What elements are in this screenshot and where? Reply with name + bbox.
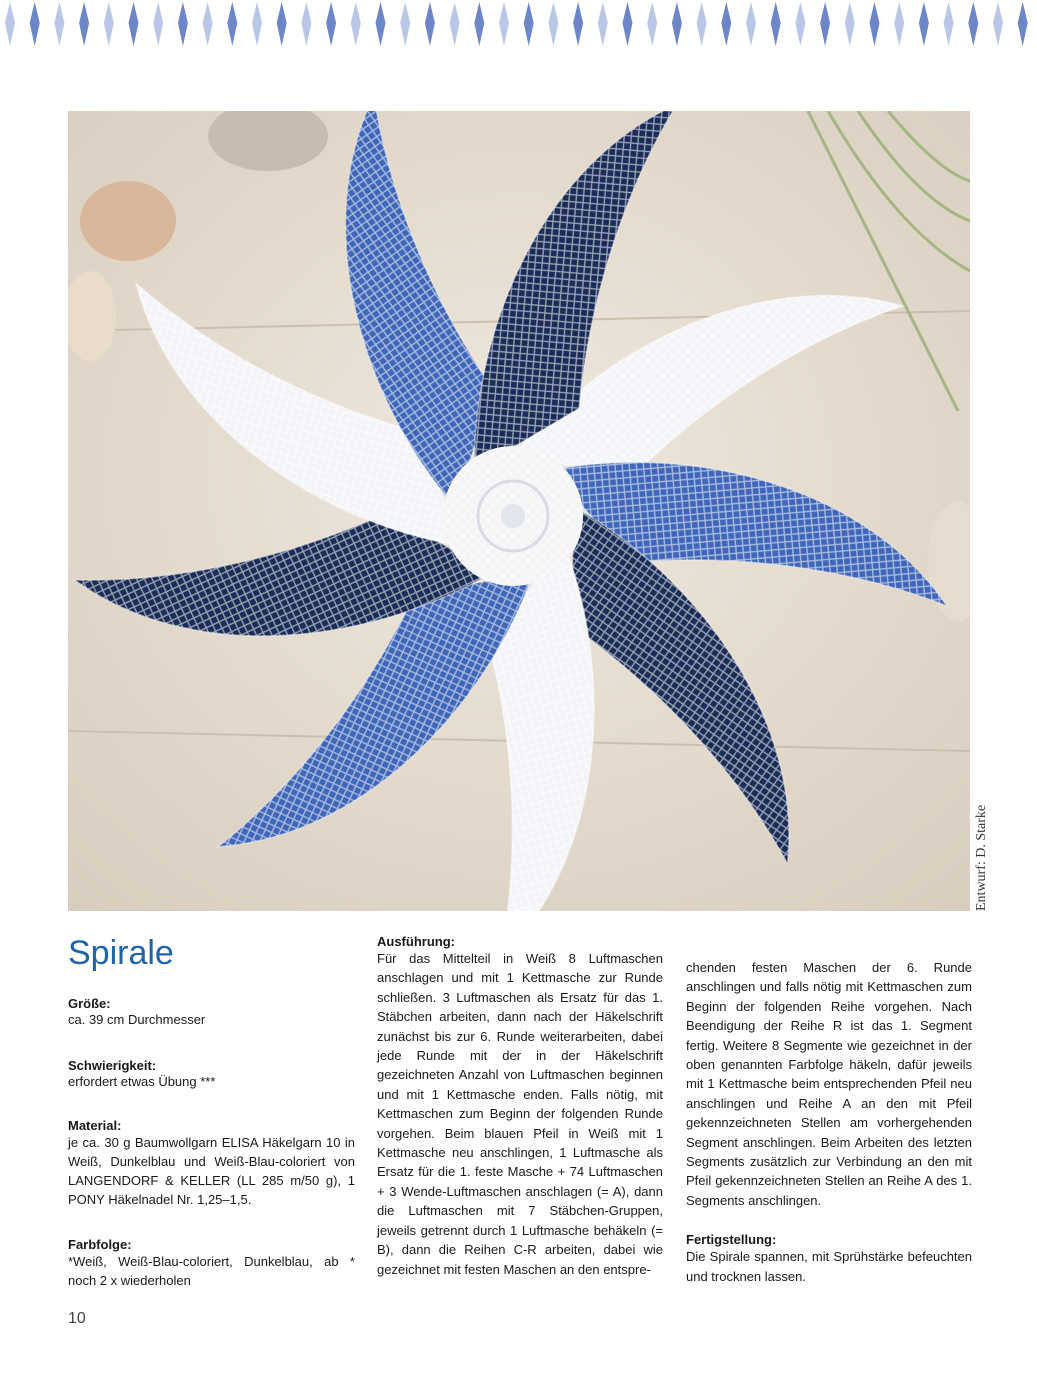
border-diamond: [968, 2, 978, 46]
border-diamond: [771, 2, 781, 46]
border-diamond: [721, 2, 731, 46]
border-diamond: [129, 2, 139, 46]
border-diamond: [54, 2, 64, 46]
material-section: [68, 1118, 355, 1209]
border-diamond: [376, 2, 386, 46]
border-diamond: [5, 2, 15, 46]
shell-image: [80, 181, 176, 261]
border-diamond: [795, 2, 805, 46]
color-order-heading: Farbfolge:: [68, 1237, 132, 1252]
border-diamond: [672, 2, 682, 46]
size-section: [68, 996, 355, 1029]
border-diamond: [30, 2, 40, 46]
border-diamond: [820, 2, 830, 46]
decorative-diamond-border: [0, 0, 1037, 54]
border-diamond: [227, 2, 237, 46]
border-diamond: [993, 2, 1003, 46]
execution-text-continued: chenden festen Maschen der 6. Runde anschlingen und falls nötig mit Kettmaschen zum Beginn der folgenden Reihe vorgehen. Nach Beendigung der Reihe R ist das 1. Segment fertig. Weitere 8 Segmente wie gezeichnet in der oben genannten Farbfolge häkeln, dafür jeweils mit 1 Kettmasche beim entsprechenden Pfeil neu anschlingen und Reihe A an den mit Pfeil gekennzeichneten Stellen am vorhergehenden Segment anschlingen. Beim Arbeiten des letzten Segments zusätzlich zur Verbindung an den mit Pfeil gekennzeichneten Stellen an Reihe A des 1. Segments anschlingen.: [686, 960, 972, 1208]
border-diamond: [870, 2, 880, 46]
color-order-text: *Weiß, Weiß-Blau-coloriert, Dunkelblau, ab * noch 2 x wiederholen: [68, 1254, 355, 1288]
border-diamond: [524, 2, 534, 46]
border-diamond: [474, 2, 484, 46]
border-diamond: [697, 2, 707, 46]
pattern-title: Spirale: [68, 934, 174, 972]
finishing-heading: Fertigstellung:: [686, 1232, 777, 1248]
border-diamond: [203, 2, 213, 46]
execution-text: Für das Mittelteil in Weiß 8 Luftmaschen anschlagen und mit 1 Kettmasche zur Runde schließen. 3 Luftmaschen als Ersatz für das 1. Stäbchen arbeiten, dann nach der Häkelschrift zunächst bis zur 6. Runde weiterarbeiten, dabei jede Runde mit der in der Häkelschrift gezeichneten Anzahl von Luftmaschen beginnen und mit 1 Kettmasche enden. Falls nötig, mit Kettmaschen zum Beginn der folgenden Runde vorgehen. Beim blauen Pfeil in Weiß mit 1 Kettmasche neu anschlingen, 1 Luftmasche als Ersatz für die 1. feste Masche + 74 Luftmaschen + 3 Wende-Luftmaschen anschlagen (= A), dann die Luftmaschen mit 7 Stäbchen-Gruppen, jeweils getrennt durch 1 Luftmasche behäkeln (= B), dann die Reihen C-R arbeiten, dabei wie gezeichnet mit festen Maschen an den entspre-: [377, 951, 663, 1277]
border-diamond: [425, 2, 435, 46]
border-diamond: [548, 2, 558, 46]
border-diamond: [598, 2, 608, 46]
border-diamond: [79, 2, 89, 46]
color-order-section: [68, 1237, 355, 1290]
material-heading: Material:: [68, 1118, 122, 1133]
border-diamond: [647, 2, 657, 46]
difficulty-heading: Schwierigkeit:: [68, 1058, 157, 1073]
execution-continued: [686, 958, 972, 1286]
border-diamond: [573, 2, 583, 46]
border-diamond: [400, 2, 410, 46]
border-diamond: [178, 2, 188, 46]
border-diamond: [326, 2, 336, 46]
border-diamond: [153, 2, 163, 46]
execution-section: [377, 934, 663, 1279]
size-heading: Größe:: [68, 996, 111, 1011]
border-diamond: [746, 2, 756, 46]
difficulty-section: [68, 1058, 355, 1091]
border-diamond: [301, 2, 311, 46]
border-diamond: [252, 2, 262, 46]
difficulty-text: erfordert etwas Übung ***: [68, 1074, 216, 1089]
design-credit: Entwurf: D. Starke: [974, 804, 989, 911]
border-diamond: [351, 2, 361, 46]
border-diamond: [845, 2, 855, 46]
border-diamond: [104, 2, 114, 46]
doily-photo: [68, 111, 970, 911]
border-diamond: [450, 2, 460, 46]
border-diamond: [919, 2, 929, 46]
border-diamond: [277, 2, 287, 46]
border-diamond: [623, 2, 633, 46]
border-diamond: [944, 2, 954, 46]
border-diamond: [894, 2, 904, 46]
border-diamond: [1018, 2, 1028, 46]
page-number: 10: [68, 1310, 86, 1327]
material-text: je ca. 30 g Baumwollgarn ELISA Häkelgarn 10 in Weiß, Dunkelblau und Weiß-Blau-coloriert von LANGENDORF & KELLER (LL 285 m/50 g), 1 PONY Häkelnadel Nr. 1,25–1,5.: [68, 1135, 355, 1207]
size-text: ca. 39 cm Durchmesser: [68, 1012, 206, 1027]
execution-heading: Ausführung:: [377, 934, 455, 949]
border-diamond: [499, 2, 509, 46]
finishing-text: Die Spirale spannen, mit Sprühstärke befeuchten und trocknen lassen.: [686, 1249, 972, 1284]
